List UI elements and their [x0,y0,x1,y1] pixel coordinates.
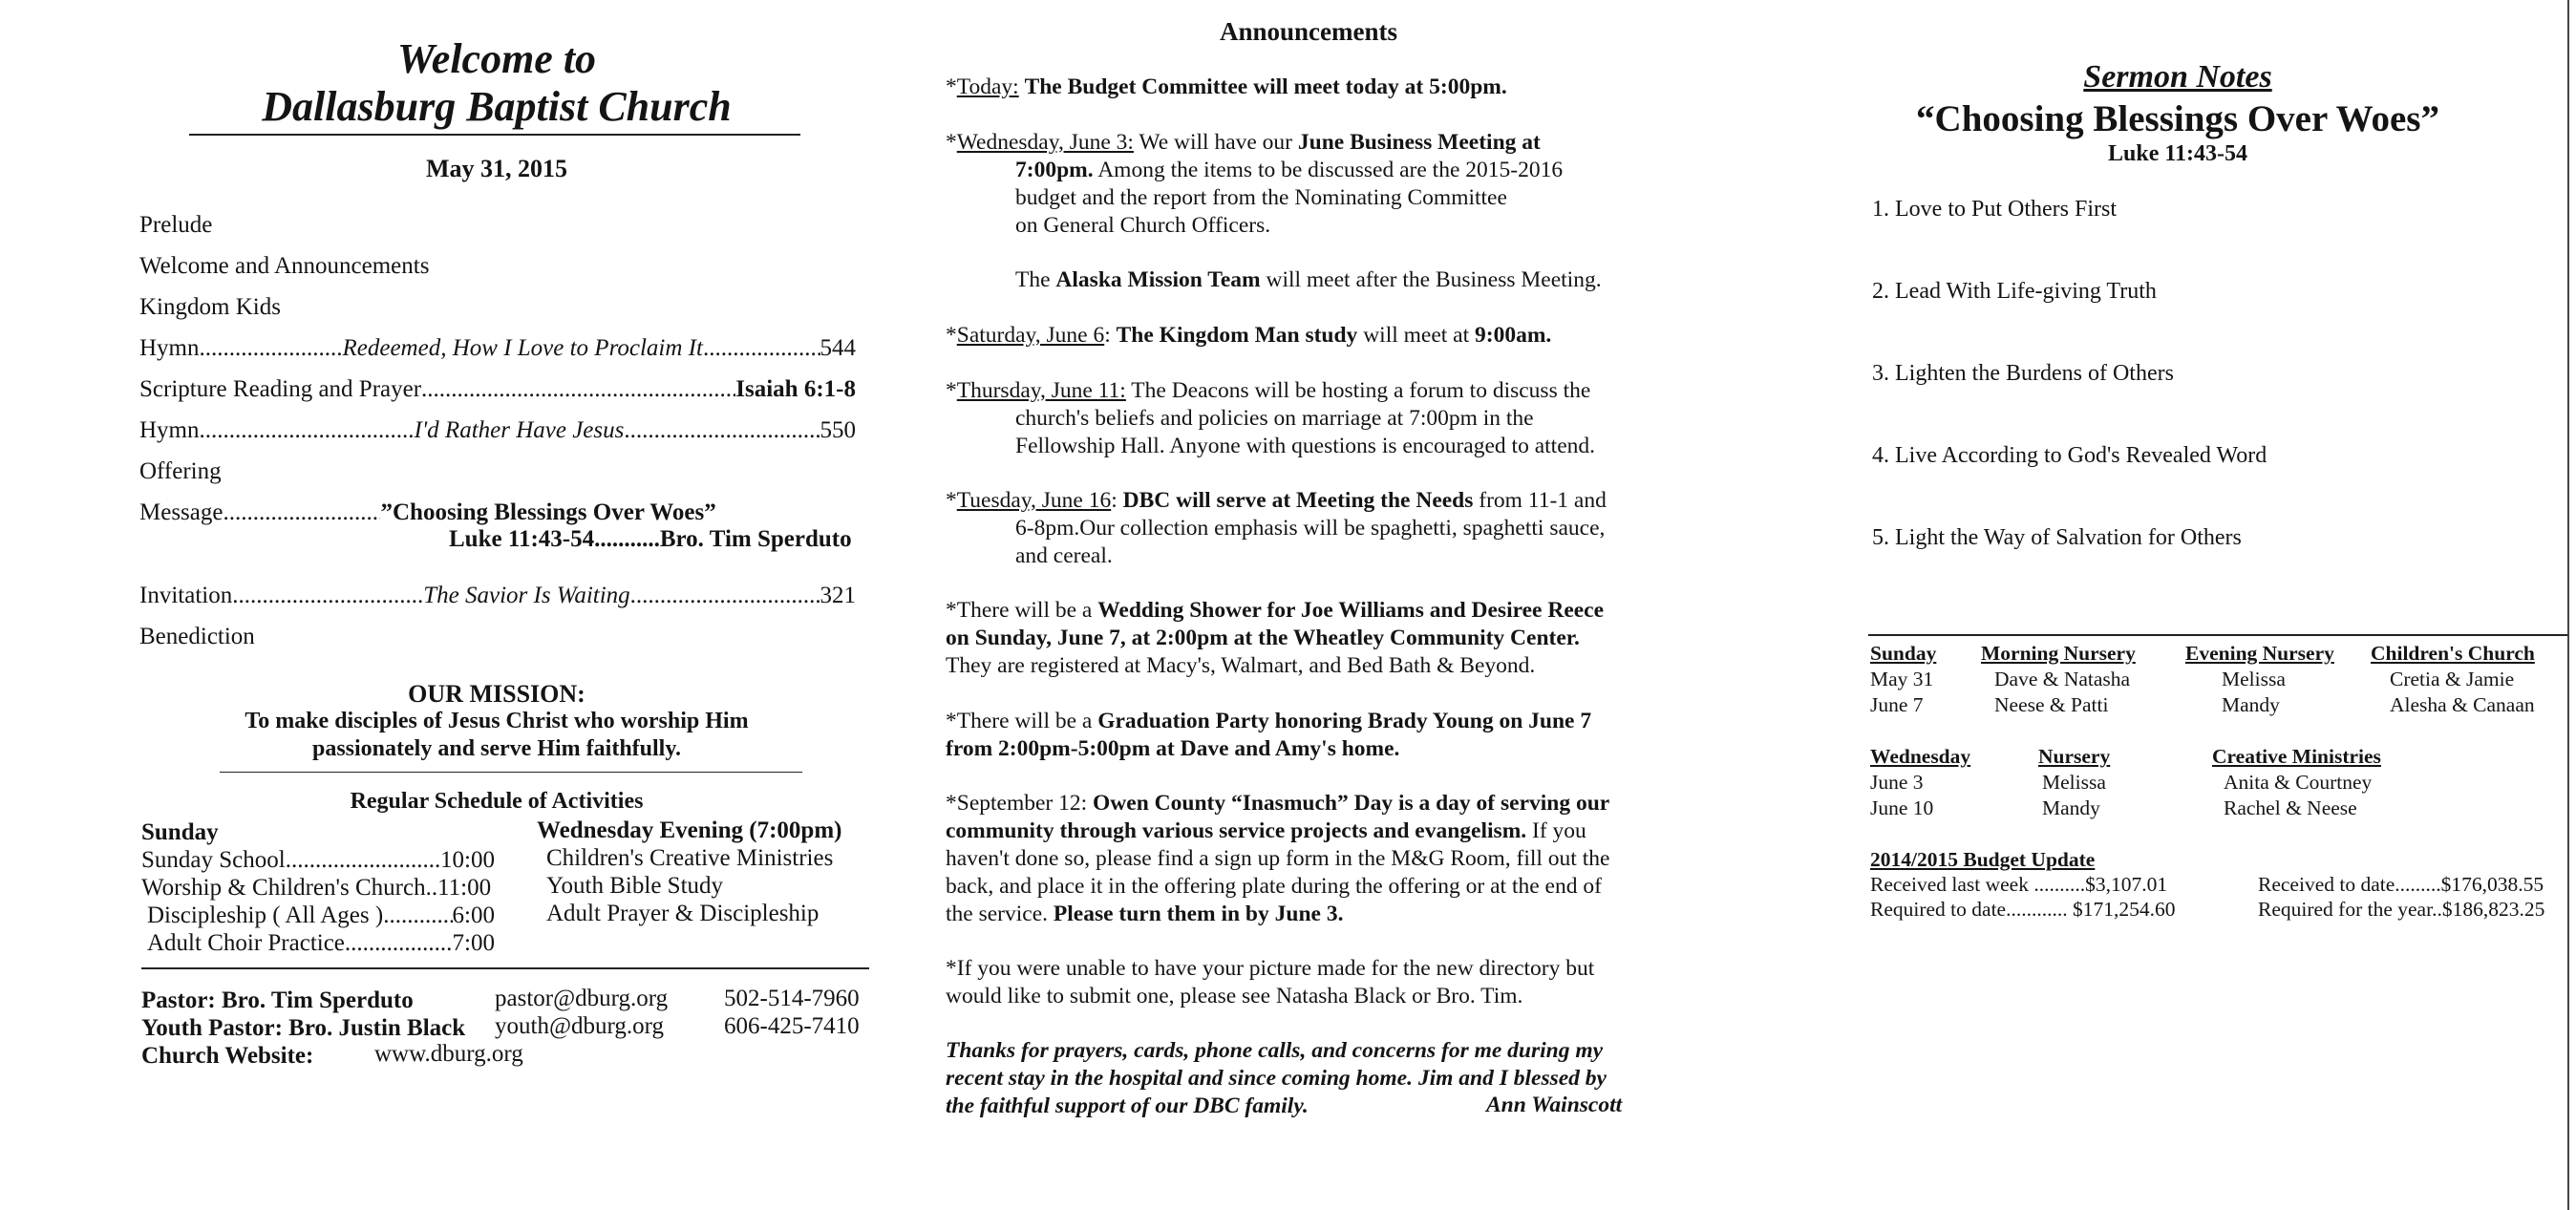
order-invitation [139,583,856,609]
table-cell: Mandy [2042,796,2100,819]
scripture-label: Scripture Reading and Prayer [139,376,422,402]
announcement-thursday: *Thursday, June 11: The Deacons will be hosting a forum to discuss the church's beliefs and policies on marriage at 7:00pm in the Fellowship Hall. Anyone with questions is encouraged to attend. [946,378,1595,458]
sermon-point: 3. Lighten the Burdens of Others [1872,361,2174,386]
divider [189,134,800,136]
sermon-notes-heading: Sermon Notes [2083,59,2272,95]
welcome-line1: Welcome to [396,35,597,82]
order-benediction: Benediction [139,624,255,649]
order-prelude: Prelude [139,212,213,238]
invitation-title: The Savior Is Waiting [423,583,630,608]
hymn-label: Hymn [139,335,200,361]
budget-required-for-year: Required for the year..$186,823.25 [2258,898,2545,921]
bulletin-panel [124,0,869,1210]
table-cell: Mandy [2222,693,2280,716]
invitation-number: 321 [820,583,856,608]
order-kingdom-kids: Kingdom Kids [139,294,281,320]
table-header: Wednesday [1870,745,1971,768]
sermon-scripture: Luke 11:43-54 [2107,141,2247,166]
order-offering: Offering [139,458,222,484]
announcement-today: *Today: The Budget Committee will meet today at 5:00pm. [946,74,1507,99]
page-edge [2567,0,2569,1210]
table-cell: Dave & Natasha [1994,668,2131,690]
table-cell: June 3 [1870,771,1924,794]
pastor-email: pastor@dburg.org [495,986,669,1011]
schedule-wednesday-item: Youth Bible Study [546,873,724,899]
divider [220,772,802,773]
announcement-alaska: The Alaska Mission Team will meet after the Business Meeting. [1015,267,1602,292]
schedule-wednesday-item: Adult Prayer & Discipleship [546,901,820,926]
service-date: May 31, 2015 [425,155,568,182]
announcement-tuesday: *Tuesday, June 16: DBC will serve at Meeting the Needs from 11-1 and 6-8pm.Our collection emphasis will be spaghetti, spaghetti sauce, and cereal. [946,488,1607,568]
table-cell: Neese & Patti [1994,693,2109,716]
schedule-wednesday-heading: Wednesday Evening (7:00pm) [537,817,842,843]
church-name: Dallasburg Baptist Church [262,83,732,130]
divider [1868,634,2569,636]
table-header: Evening Nursery [2185,642,2334,665]
order-hymn-1 [139,335,856,362]
table-header: Sunday [1870,642,1937,665]
mission-heading: OUR MISSION: [408,680,585,708]
announcement-wedding-shower: *There will be a Wedding Shower for Joe Williams and Desiree Reece on Sunday, June 7, at 2:00pm at the Wheatley Community Center. They are registered at Macy's, Walmart, and Bed Bath & Beyond. [946,598,1605,678]
schedule-sunday-item: Discipleship ( All Ages ) ..... 6:00 [147,902,495,929]
table-cell: May 31 [1870,668,1934,690]
scripture-ref: Isaiah 6:1-8 [735,376,856,402]
sermon-point: 5. Light the Way of Salvation for Others [1872,525,2242,550]
table-cell: June 10 [1870,796,1934,819]
announcement-wednesday: *Wednesday, June 3: We will have our June Business Meeting at 7:00pm. Among the items to be discussed are the 2015-2016 budget and the report from the Nominating Committee on General Church Officers. [946,130,1564,238]
hymn-number: 544 [820,335,856,361]
thank-you-note: Thanks for prayers, cards, phone calls, and concerns for me during my recent stay in the hospital and since coming home. Jim and I blessed by the faithful support of our DBC family. [946,1038,1607,1118]
announcement-saturday: *Saturday, June 6: The Kingdom Man study will meet at 9:00am. [946,323,1552,348]
budget-received-last-week: Received last week ..........$3,107.01 [1870,873,2168,896]
website-label: Church Website: [141,1043,314,1069]
budget-received-to-date: Received to date.........$176,038.55 [2258,873,2544,896]
sermon-point: 1. Love to Put Others First [1872,197,2117,222]
budget-required-to-date: Required to date............ $171,254.60 [1870,898,2176,921]
thank-you-signature: Ann Wainscott [1486,1093,1623,1117]
message-title: ”Choosing Blessings Over Woes” [380,499,716,525]
mission-line-2: passionately and serve Him faithfully. [311,736,682,761]
sermon-point: 2. Lead With Life-giving Truth [1872,279,2157,304]
table-header: Children's Church [2371,642,2535,665]
order-message [139,499,716,526]
pastor-name: Pastor: Bro. Tim Sperduto [141,987,414,1013]
youth-pastor-phone: 606-425-7410 [724,1013,860,1039]
announcements-title: Announcements [1219,17,1398,46]
table-cell: Melissa [2222,668,2286,690]
table-cell: Cretia & Jamie [2390,668,2515,690]
schedule-sunday-heading: Sunday [141,819,219,845]
announcement-directory: *If you were unable to have your picture made for the new directory but would like to submit one, please see Natasha Black or Bro. Tim. [946,956,1595,1008]
hymn-number: 550 [820,417,856,443]
hymn-title: Redeemed, How I Love to Proclaim It [342,335,703,361]
sermon-title: “Choosing Blessings Over Woes” [1916,98,2439,139]
table-cell: Melissa [2042,771,2106,794]
table-cell: Anita & Courtney [2224,771,2373,794]
order-welcome: Welcome and Announcements [139,253,430,279]
order-hymn-2 [139,417,856,444]
budget-heading: 2014/2015 Budget Update [1870,848,2096,871]
pastor-phone: 502-514-7960 [724,986,860,1011]
table-cell: June 7 [1870,693,1924,716]
announcement-graduation: *There will be a Graduation Party honoring Brady Young on June 7 from 2:00pm-5:00pm at Dave and Amy's home. [946,709,1592,761]
table-header: Creative Ministries [2212,745,2381,768]
invitation-label: Invitation [139,583,233,608]
table-header: Morning Nursery [1981,642,2136,665]
sermon-notes-panel [1863,0,2550,1210]
order-scripture [139,376,856,403]
table-header: Nursery [2038,745,2111,768]
schedule-sunday-item: Worship & Children's Church.. 11:00 [141,875,492,901]
announcement-inasmuch: *September 12: Owen County “Inasmuch” Day is a day of serving our community through various service projects and evangelism. If you haven't done so, please find a sign up form in the M&G Room, fill out the back, and place it in the offering plate during the offering or at the end of the service. Please turn them in by June 3. [946,791,1610,926]
mission-line-1: To make disciples of Jesus Christ who worship Him [245,709,749,733]
message-scripture: Luke 11:43-54...........Bro. Tim Sperduto [449,526,852,552]
sermon-point: 4. Live According to God's Revealed Word [1872,443,2267,468]
youth-pastor-email: youth@dburg.org [495,1013,664,1039]
website-url: www.dburg.org [374,1041,523,1067]
announcements-panel [946,0,1671,1210]
divider [141,967,869,969]
schedule-sunday-item: Sunday School ..... 10:00 [141,847,495,874]
youth-pastor-name: Youth Pastor: Bro. Justin Black [141,1015,466,1041]
schedule-wednesday-item: Children's Creative Ministries [546,845,834,871]
table-cell: Alesha & Canaan [2390,693,2535,716]
message-label: Message [139,499,224,525]
schedule-heading: Regular Schedule of Activities [350,789,644,814]
hymn-title: I'd Rather Have Jesus [414,417,625,443]
table-cell: Rachel & Neese [2224,796,2357,819]
schedule-sunday-item: Adult Choir Practice ..... 7:00 [147,930,495,957]
hymn-label: Hymn [139,417,200,443]
